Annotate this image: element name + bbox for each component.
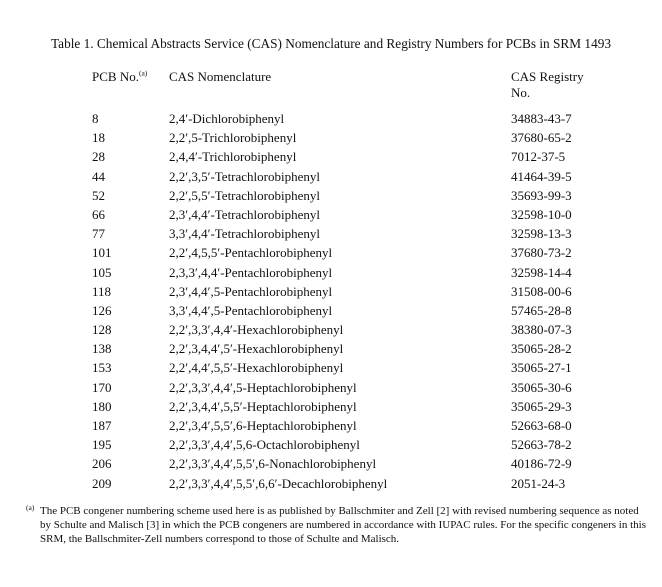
cell-cas-registry: 32598-13-3 — [511, 226, 572, 242]
table-row — [0, 435, 662, 454]
cell-pcb-no: 118 — [92, 283, 112, 299]
cell-pcb-no: 8 — [92, 111, 99, 126]
cell-pcb-no: 52 — [92, 187, 105, 203]
cell-cas-registry: 2051-24-3 — [511, 475, 566, 491]
cell-cas-registry: 34883-43-7 — [511, 111, 572, 126]
cell-pcb-no: 170 — [92, 379, 112, 395]
cell-cas-nomenclature: 2,2′,4,4′,5,5′-Hexachlorobiphenyl — [169, 360, 344, 376]
cell-pcb-no: 209 — [92, 475, 112, 491]
cell-cas-nomenclature: 2,2′,3,3′,4,4′,5,6-Octachlorobiphenyl — [169, 437, 360, 453]
cell-cas-registry: 35065-28-2 — [511, 341, 572, 357]
cell-cas-nomenclature: 2,2′,5,5′-Tetrachlorobiphenyl — [169, 187, 320, 203]
cell-pcb-no: 126 — [92, 302, 112, 318]
table-row — [0, 320, 662, 339]
cell-pcb-no: 105 — [92, 264, 112, 280]
header-cas-registry-line1: CAS Registry — [511, 69, 584, 84]
cell-cas-nomenclature: 2,2′,3,4,4′,5′-Hexachlorobiphenyl — [169, 341, 344, 357]
table-row — [0, 474, 662, 493]
header-cas-nomenclature: CAS Nomenclature — [169, 69, 272, 84]
table-row — [0, 301, 662, 320]
cell-cas-nomenclature: 2,3,3′,4,4′-Pentachlorobiphenyl — [169, 264, 333, 280]
footnote-marker: (a) — [26, 503, 35, 512]
cell-cas-nomenclature: 3,3′,4,4′,5-Pentachlorobiphenyl — [169, 302, 333, 318]
cell-pcb-no: 101 — [92, 245, 112, 261]
table-row — [0, 186, 662, 205]
cell-cas-registry: 37680-65-2 — [511, 130, 572, 146]
table-row — [0, 416, 662, 435]
cell-cas-nomenclature: 2,2′,3,4,4′,5,5′-Heptachlorobiphenyl — [169, 398, 357, 414]
cell-cas-registry: 57465-28-8 — [511, 302, 572, 318]
cell-cas-nomenclature: 2,2′,5-Trichlorobiphenyl — [169, 130, 297, 146]
cell-cas-registry: 7012-37-5 — [511, 149, 566, 165]
cell-cas-nomenclature: 2,2′,3,4′,5,5′,6-Heptachlorobiphenyl — [169, 418, 357, 433]
table-row — [0, 128, 662, 147]
table-row — [0, 205, 662, 224]
cell-cas-registry: 35065-29-3 — [511, 398, 572, 414]
table-row — [0, 282, 662, 301]
header-cas-registry-line2: No. — [511, 85, 531, 100]
header-pcb-no-label: PCB No. — [92, 69, 139, 84]
cell-cas-nomenclature: 2,3′,4,4′-Tetrachlorobiphenyl — [169, 206, 320, 222]
cell-cas-registry: 35693-99-3 — [511, 187, 572, 203]
cell-pcb-no: 128 — [92, 322, 112, 338]
table-row — [0, 109, 662, 128]
footnote — [26, 504, 646, 546]
cell-pcb-no: 195 — [92, 437, 112, 453]
table-row — [0, 263, 662, 282]
cell-cas-registry: 32598-14-4 — [511, 264, 572, 280]
cell-pcb-no: 18 — [92, 130, 105, 146]
footnote-text: The PCB congener numbering scheme used here is as published by Ballschmiter and Zell [2] with revised numbering sequence as noted by Schulte and Malisch [3] in which the PCB congeners are numbered in accordance with IUPAC rules. For the specific congeners in this SRM, the Ballschmiter-Zell numbers correspond to those of Schulte and Malisch. — [40, 505, 646, 545]
table-row — [0, 243, 662, 262]
cell-pcb-no: 66 — [92, 206, 105, 222]
cell-cas-nomenclature: 2,2′,3,3′,4,4′-Hexachlorobiphenyl — [169, 322, 344, 338]
cell-pcb-no: 180 — [92, 398, 112, 414]
cell-cas-nomenclature: 2,2′,3,3′,4,4′,5,5′,6,6′-Decachlorobiphenyl — [169, 475, 388, 491]
table-row — [0, 378, 662, 397]
table-row — [0, 397, 662, 416]
cell-cas-registry: 37680-73-2 — [511, 245, 572, 261]
cell-cas-registry: 52663-68-0 — [511, 418, 572, 433]
cell-cas-registry: 31508-00-6 — [511, 283, 572, 299]
table-row — [0, 454, 662, 473]
cell-pcb-no: 44 — [92, 168, 105, 184]
cell-cas-registry: 52663-78-2 — [511, 437, 572, 453]
cell-cas-nomenclature: 2,4′-Dichlorobiphenyl — [169, 111, 285, 126]
cell-pcb-no: 153 — [92, 360, 112, 376]
cell-cas-registry: 35065-30-6 — [511, 379, 572, 395]
footnote-marker-ref: (a) — [138, 68, 148, 78]
table-row — [0, 147, 662, 166]
table-row — [0, 224, 662, 243]
cell-pcb-no: 28 — [92, 149, 105, 165]
table-row — [0, 167, 662, 186]
table-row — [0, 339, 662, 358]
cell-pcb-no: 138 — [92, 341, 112, 357]
cell-cas-nomenclature: 2,2′,3,3′,4,4′,5-Heptachlorobiphenyl — [169, 379, 357, 395]
cell-pcb-no: 187 — [92, 418, 112, 433]
table-title: Table 1. Chemical Abstracts Service (CAS) Nomenclature and Registry Numbers for PCBs in SRM 1493 — [50, 36, 612, 51]
cell-cas-nomenclature: 3,3′,4,4′-Tetrachlorobiphenyl — [169, 226, 320, 242]
header-pcb-no — [92, 69, 147, 85]
header-cas-registry — [511, 69, 621, 101]
cell-pcb-no: 77 — [92, 226, 105, 242]
cell-cas-nomenclature: 2,4,4′-Trichlorobiphenyl — [169, 149, 297, 165]
cell-cas-nomenclature: 2,2′,3,5′-Tetrachlorobiphenyl — [169, 168, 320, 184]
cell-pcb-no: 206 — [92, 456, 112, 472]
table-row — [0, 358, 662, 377]
cell-cas-nomenclature: 2,2′,4,5,5′-Pentachlorobiphenyl — [169, 245, 333, 261]
cell-cas-nomenclature: 2,2′,3,3′,4,4′,5,5′,6-Nonachlorobiphenyl — [169, 456, 377, 472]
cell-cas-registry: 38380-07-3 — [511, 322, 572, 338]
cell-cas-registry: 35065-27-1 — [511, 360, 572, 376]
cell-cas-registry: 40186-72-9 — [511, 456, 572, 472]
cell-cas-registry: 32598-10-0 — [511, 206, 572, 222]
cell-cas-nomenclature: 2,3′,4,4′,5-Pentachlorobiphenyl — [169, 283, 333, 299]
cell-cas-registry: 41464-39-5 — [511, 168, 572, 184]
table-body — [0, 109, 662, 493]
